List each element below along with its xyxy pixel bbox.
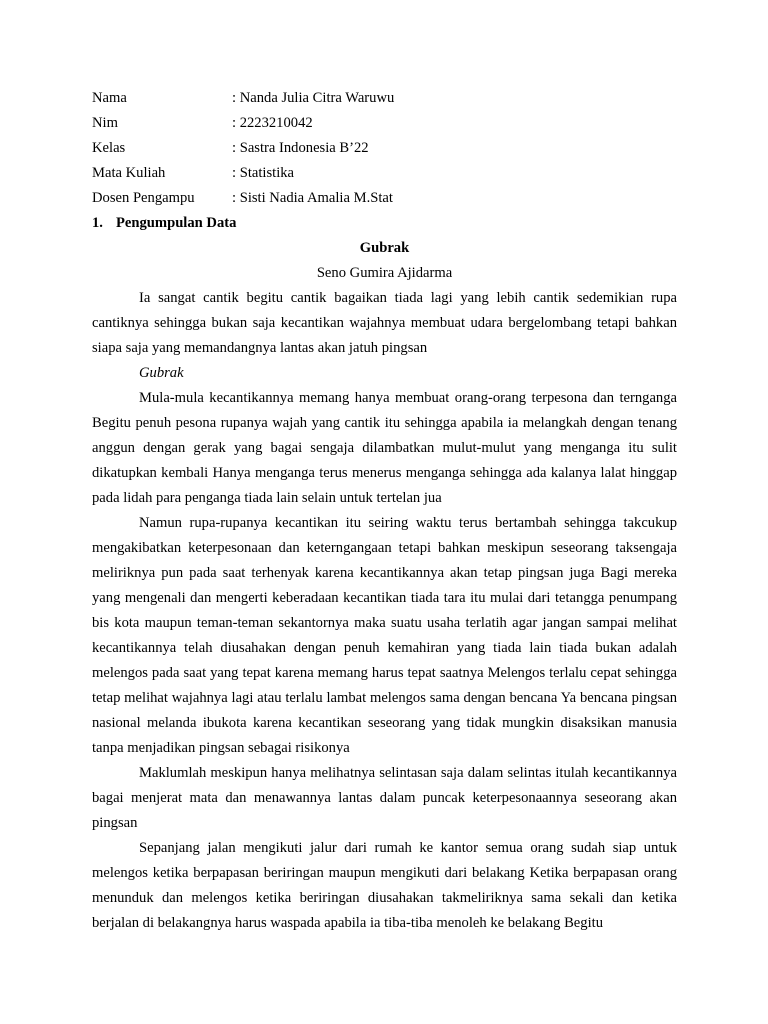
info-label: Nama: [92, 90, 127, 106]
info-label: Dosen Pengampu: [92, 190, 195, 206]
info-label: Kelas: [92, 140, 126, 156]
info-row-nim: [92, 111, 394, 136]
info-value: : Sisti Nadia Amalia M.Stat: [232, 190, 393, 206]
story-title: Gubrak: [359, 240, 410, 256]
story-body: [92, 286, 677, 936]
paragraph: Ia sangat cantik begitu cantik bagaikan tiada lagi yang lebih cantik sedemikian rupa cantiknya sehingga bukan saja kecantikan wajahnya membuat udara bergelombang tetapi bahkan siapa saja yang memandangnya lantas akan jatuh pingsan: [92, 290, 677, 356]
paragraph-gubrak: Gubrak: [139, 365, 184, 381]
section-title: Pengumpulan Data: [116, 215, 237, 231]
info-value: : Statistika: [232, 165, 295, 181]
paragraph: Mula-mula kecantikannya memang hanya membuat orang-orang terpesona dan ternganga Begitu penuh pesona rupanya wajah yang cantik itu sehingga apabila ia melangkah dengan tenang anggun dengan gerak yang bagai sengaja dilambatkan mulut-mulut yang menganga itu sulit dikatupkan kembali Hanya menganga terus menerus menganga sehingga ada kalanya lalat hinggap pada lidah para penganga tiada lain selain untuk tertelan jua: [92, 390, 677, 506]
info-value: : 2223210042: [232, 115, 313, 131]
paragraph: Namun rupa-rupanya kecantikan itu seiring waktu terus bertambah sehingga takcukup mengakibatkan keterpesonaan dan keterngangaan tetapi bahkan meskipun seseorang taksengaja meliriknya pun pada saat terhenyak karena kecantikannya akan tetap pingsan juga Bagi mereka yang mengenali dan mengerti keberadaan kecantikan tiada tara itu mulai dari tetangga penumpang bis kota maupun teman-teman sekantornya maka suatu usaha terlatih agar jangan sampai melihat kecantikannya telah diusahakan dengan penuh kemahiran yang tiada lain tiada bukan adalah melengos pada saat yang tepat karena memang harus tepat saatnya Melengos terlalu cepat sehingga tetap melihat wajahnya lagi atau terlalu lambat melengos sama dengan bencana Ya bencana pingsan nasional melanda ibukota karena kecantikan seseorang yang tidak mungkin disaksikan manusia tanpa menjadikan pingsan sebagai risikonya: [92, 515, 677, 756]
info-row-mata-kuliah: [92, 161, 394, 186]
info-row-kelas: [92, 136, 394, 161]
info-row-dosen: [92, 186, 394, 211]
info-value: : Nanda Julia Citra Waruwu: [232, 90, 395, 106]
section-number: 1.: [92, 215, 103, 231]
info-row-nama: [92, 86, 394, 111]
paragraph: Sepanjang jalan mengikuti jalur dari rumah ke kantor semua orang sudah siap untuk melengos ketika berpapasan beriringan maupun mengikuti dari belakang Ketika berpapasan orang menunduk dan melengos ketika beriringan diusahakan takmeliriknya sama sekali dan ketika berjalan di belakangnya harus waspada apabila ia tiba-tiba menoleh ke belakang Begitu: [92, 840, 677, 931]
paragraph: Maklumlah meskipun hanya melihatnya selintasan saja dalam selintas itulah kecantikannya bagai menjerat mata dan menawannya lantas dalam puncak keterpesonaannya seseorang akan pingsan: [92, 765, 677, 831]
info-label: Mata Kuliah: [92, 165, 166, 181]
story-author: Seno Gumira Ajidarma: [316, 265, 453, 281]
student-info: [92, 86, 394, 211]
info-label: Nim: [92, 115, 118, 131]
section-heading: [92, 211, 236, 236]
info-value: : Sastra Indonesia B’22: [232, 140, 369, 156]
